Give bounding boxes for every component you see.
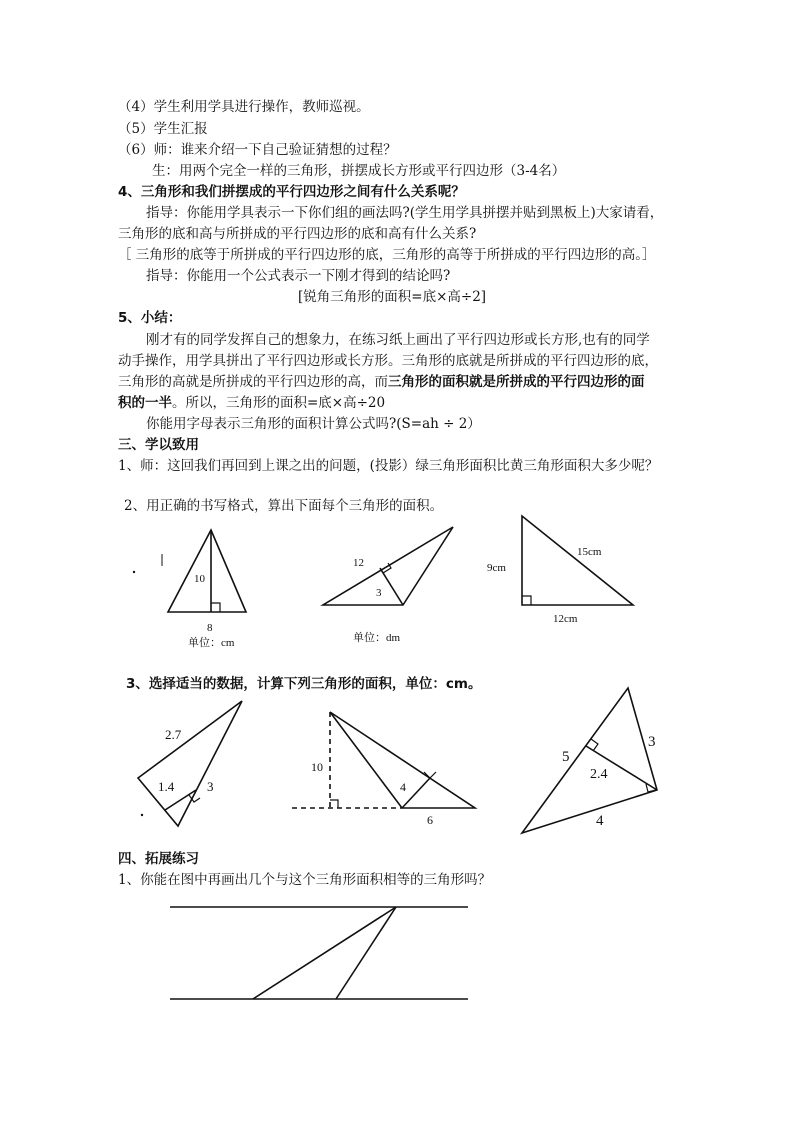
question-1: 1、师：这回我们再回到上课之出的问题，(投影）绿三角形面积比黄三角形面积大多少呢？: [118, 458, 659, 474]
triangle-1-outline: [168, 530, 246, 612]
triangle-4: [138, 701, 242, 826]
t3-leg-a-label: 9cm: [487, 562, 506, 574]
triangle-4-outline: [138, 701, 242, 826]
triangle-3-outline: [522, 516, 633, 605]
t2-side-label: 12: [353, 557, 364, 569]
section-4-heading: 4、三角形和我们拼摆成的平行四边形之间有什么关系呢？: [118, 184, 465, 200]
t6-base-label: 4: [596, 813, 604, 829]
triangle-1: [162, 530, 246, 612]
guide-line-2: 三角形的底和高与所拼成的平行四边形的底和高有什么关系?: [118, 226, 477, 242]
question-2: 2、用正确的书写格式，算出下面每个三角形的面积。: [124, 498, 444, 514]
step-5-line: （5）学生汇报: [118, 121, 208, 137]
t6-height-label: 2.4: [590, 767, 608, 782]
t6-side-a-label: 5: [562, 749, 570, 765]
t4-side-a-label: 2.7: [165, 727, 182, 742]
formula-line: [锐角三角形的面积=底×高÷2]: [298, 289, 487, 305]
t2-unit-label: 单位：dm: [353, 632, 401, 644]
question-3: 3、选择适当的数据，计算下列三角形的面积，单位：cm。: [126, 676, 482, 692]
triangle-3-right-angle: [522, 596, 531, 605]
summary-line-1: 刚才有的同学发挥自己的想象力，在练习纸上画出了平行四边形或长方形,也有的同学: [146, 332, 650, 348]
extension-figure: [170, 907, 468, 999]
summary-line-2: 动手操作，用学具拼出了平行四边形或长方形。三角形的底就是所拼成的平行四边形的底，: [118, 353, 658, 369]
triangle-side-right: [336, 907, 396, 999]
triangle-6: [522, 688, 657, 833]
t1-height-label: 10: [194, 573, 205, 585]
t5-height-label: 10: [311, 760, 323, 774]
triangle-1-right-angle: [211, 603, 220, 612]
stray-dot-2: [141, 814, 143, 816]
triangle-2: [323, 527, 453, 605]
step-4-line: （4）学生利用学具进行操作，教师巡视。: [118, 99, 370, 115]
student-answer-line: 生：用两个完全一样的三角形，拼摆成长方形或平行四边形（3-4名）: [152, 163, 566, 179]
summary-line-4-bold: 积的一半: [118, 395, 172, 411]
t1-base-label: 8: [207, 622, 213, 634]
triangle-2-height: [380, 568, 403, 605]
stray-dot-1: [133, 571, 135, 573]
summary-line-5: 你能用字母表示三角形的面积计算公式吗?(S=ah ÷ 2）: [146, 416, 481, 432]
triangle-5-height: [402, 778, 430, 808]
t5-side-label: 4: [400, 780, 406, 794]
summary-line-3-plain: 三角形的高就是所拼成的平行四边形的高，而: [118, 374, 388, 390]
triangle-side-left: [253, 907, 396, 999]
guide-line-3: 指导：你能用一个公式表示一下刚才得到的结论吗?: [146, 268, 451, 284]
guide-line-1: 指导：你能用学具表示一下你们组的画法吗?(学生用学具拼摆并贴到黑板上)大家请看，: [146, 205, 664, 221]
triangle-6-outline: [522, 688, 657, 833]
t4-side-b-label: 3: [207, 779, 214, 794]
summary-line-4-plain: 。所以，三角形的面积=底×高÷20: [172, 395, 386, 411]
section-5-heading: 5、小结：: [118, 310, 182, 326]
t4-height-label: 1.4: [158, 779, 175, 794]
triangle-5-external-right-angle: [330, 800, 338, 808]
conclusion-line: ［ 三角形的底等于所拼成的平行四边形的底，三角形的高等于所拼成的平行四边形的高。］: [118, 247, 656, 263]
summary-line-3-bold: 三角形的面积就是所拼成的平行四边形的面: [388, 374, 645, 390]
section-4-extension-heading: 四、拓展练习: [118, 851, 199, 867]
t2-height-label: 3: [376, 587, 382, 599]
triangle-3: [522, 516, 633, 605]
triangle-2-outline: [323, 527, 453, 605]
t5-base-label: 6: [427, 813, 433, 827]
extension-question-1: 1、你能在图中再画出几个与这个三角形面积相等的三角形吗？: [118, 872, 492, 888]
t1-unit-label: 单位：cm: [188, 637, 235, 649]
t6-side-b-label: 3: [648, 734, 656, 750]
step-6-line: （6）师：谁来介绍一下自己验证猜想的过程？: [118, 142, 397, 158]
t3-leg-b-label: 12cm: [553, 613, 578, 625]
t3-hyp-label: 15cm: [577, 546, 602, 558]
section-3-heading: 三、学以致用: [118, 437, 199, 453]
